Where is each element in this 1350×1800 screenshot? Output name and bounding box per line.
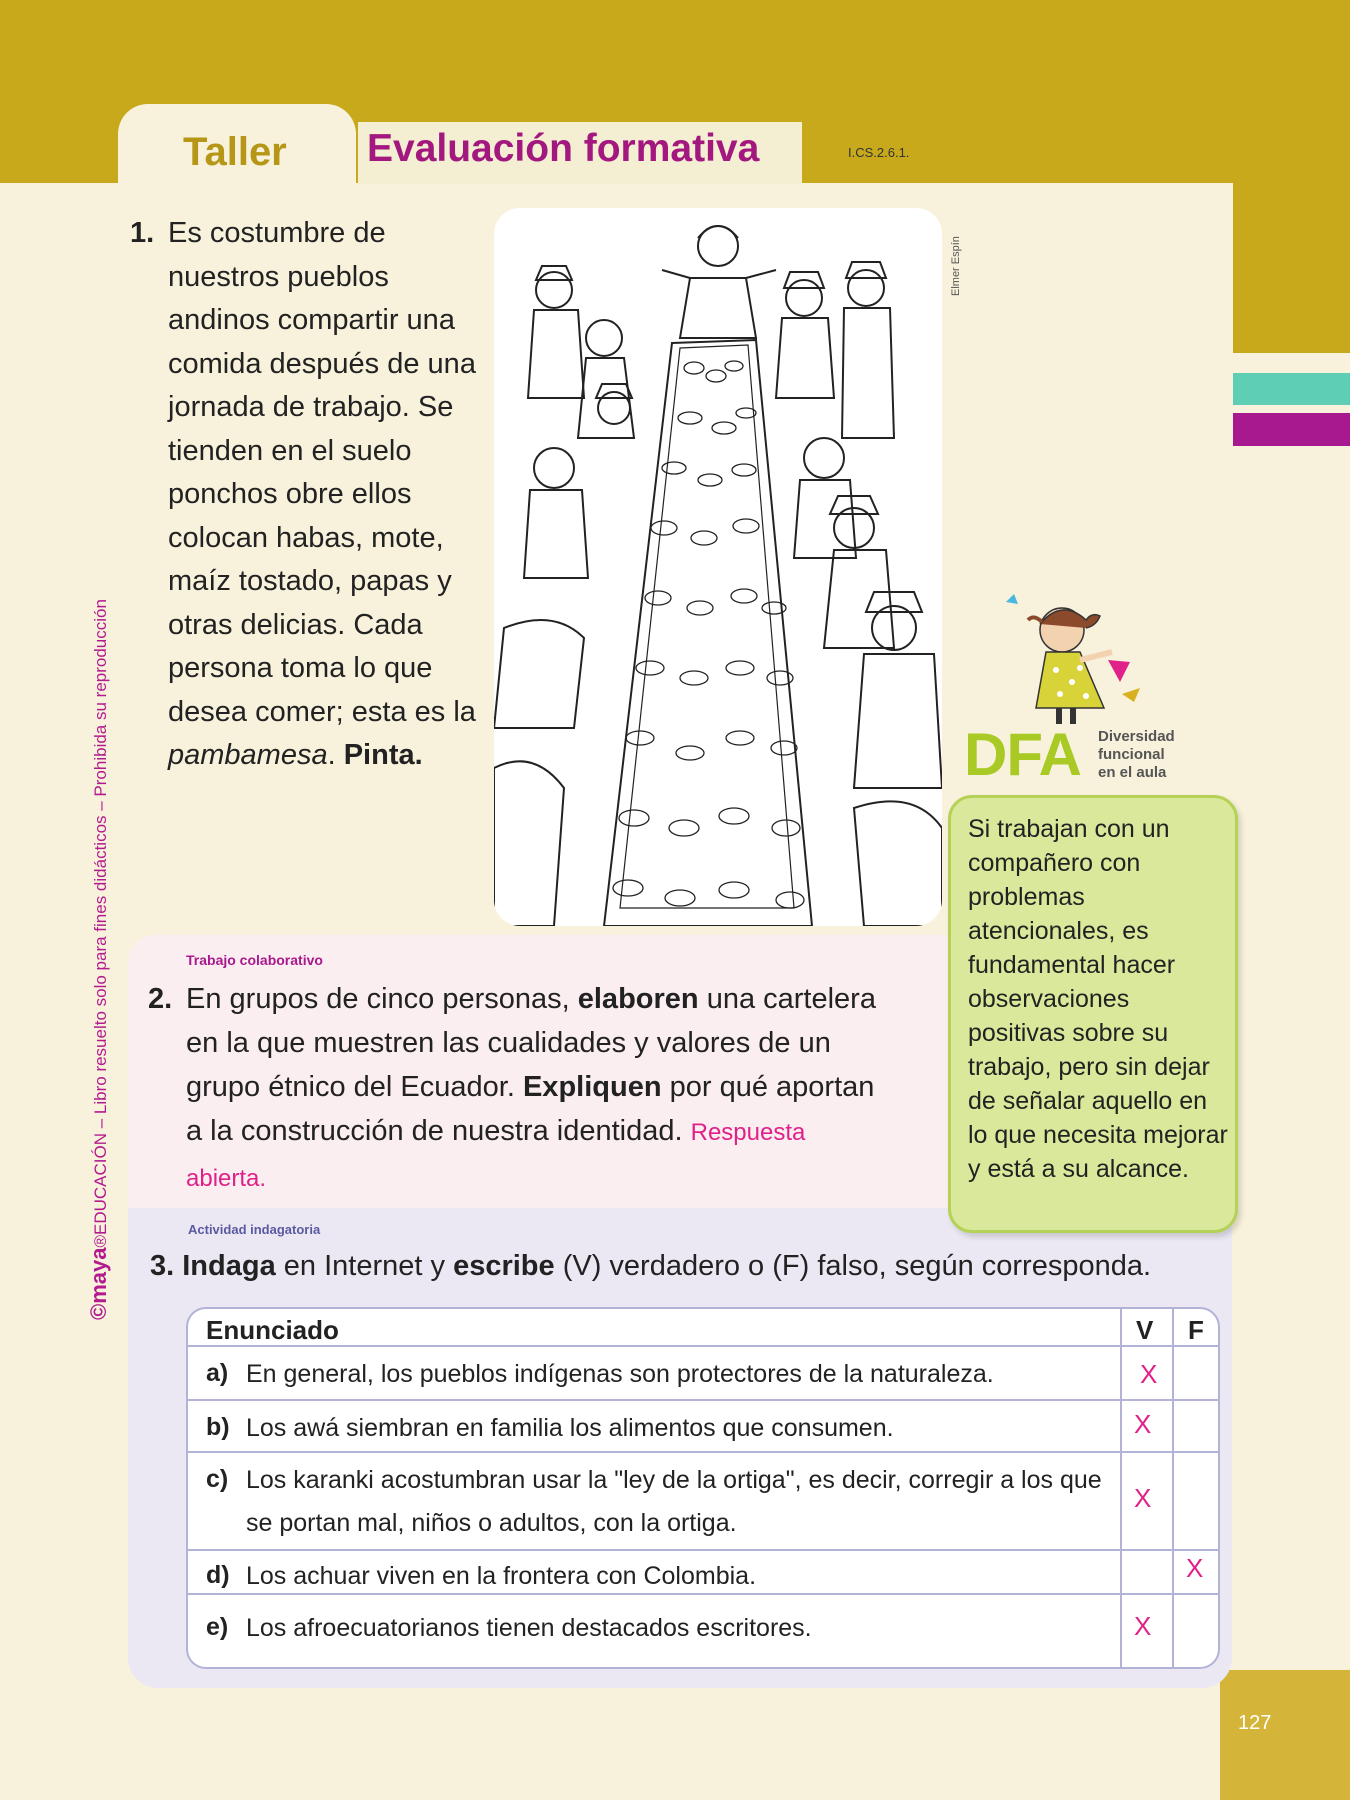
mark-v: X: [1134, 1611, 1152, 1641]
row-label: a): [206, 1359, 229, 1387]
question-1: [130, 212, 490, 778]
teal-tab: [1233, 373, 1350, 405]
person-body: [524, 490, 588, 578]
person-head: [598, 392, 630, 424]
right-gold-band: [1233, 183, 1350, 353]
hat: [866, 592, 922, 612]
dfa-sub-line: en el aula: [1098, 764, 1167, 781]
instruction-verb: escribe: [453, 1250, 555, 1282]
person-body: [854, 801, 942, 926]
header-statement: Enunciado: [206, 1315, 339, 1345]
table-row: [188, 1593, 1218, 1669]
indicator-code: I.CS.2.6.1.: [848, 145, 910, 160]
row-label: e): [206, 1613, 229, 1641]
person-head: [586, 320, 622, 356]
brand-name: ©maya: [86, 1247, 111, 1320]
person-body: [854, 654, 942, 788]
dfa-sub-line: funcional: [1098, 746, 1165, 763]
woman-body: [680, 278, 756, 338]
section-title: Evaluación formativa: [367, 127, 760, 170]
person-head: [848, 270, 884, 306]
row-statement: Los awá siembran en familia los alimentos que consumen.: [246, 1414, 894, 1442]
answer-text: Respuesta abierta.: [186, 1119, 806, 1192]
row-label: c): [206, 1465, 229, 1493]
person-head: [534, 448, 574, 488]
mark-f: X: [1186, 1553, 1204, 1583]
woman-arms: [662, 270, 776, 278]
dfa-tip-text: Si trabajan con un compañero con problemas atencionales, es fundamental hacer observaciones positivas sobre su trabajo, pero sin dejar de señalar aquello en lo que necesita mejorar y está a su alcance.: [968, 815, 1228, 1183]
dfa-logo: DFA: [964, 721, 1081, 788]
question-text: Es costumbre de nuestros pueblos andinos compartir una comida después de una jornada de trabajo. Se tienden en el suelo ponchos obre ellos colocan habas, mote, maíz tostado, papas y otras delicias. Cada persona toma lo que desea comer; esta es la: [168, 217, 476, 728]
header-v: V: [1136, 1315, 1154, 1345]
row-statement: Los achuar viven en la frontera con Colombia.: [246, 1562, 757, 1590]
pambamesa-illustration: [494, 208, 942, 926]
person-body: [842, 308, 894, 438]
taller-label: Taller: [183, 130, 287, 174]
table-row: [188, 1399, 1218, 1451]
question-3: [150, 1250, 1151, 1283]
true-false-table: [186, 1307, 1220, 1669]
question-text: una cartelera en la que muestren las cualidades y valores de un grupo étnico del Ecuador.: [186, 983, 876, 1103]
girl-drawing: [1000, 590, 1150, 735]
instruction-verb: Expliquen: [522, 1071, 662, 1103]
mark-v: X: [1134, 1409, 1152, 1439]
table-row: [188, 1345, 1218, 1399]
person-head: [804, 438, 844, 478]
poncho-inner-border: [620, 345, 794, 908]
row-statement: Los karanki acostumbran usar la "ley de la ortiga", es decir, corregir a los que se portan mal, niños o adultos, con la ortiga.: [246, 1466, 1102, 1537]
person-body: [494, 761, 564, 926]
question-text: (V) verdadero o (F) falso, según corresponda.: [562, 1250, 1152, 1282]
question-number: 1.: [130, 217, 155, 249]
instruction-verb: elaboren: [577, 983, 699, 1015]
page-number-box: [1220, 1670, 1350, 1800]
person-head: [536, 272, 572, 308]
question-text: en Internet y: [283, 1250, 445, 1282]
question-number: 2.: [148, 983, 173, 1015]
table-row: [188, 1549, 1218, 1593]
copyright-rest: ®EDUCACIÓN – Libro resuelto solo para fines didácticos – Prohibida su reproducción: [91, 599, 110, 1248]
woman-hair: [698, 226, 738, 238]
hat: [830, 496, 878, 514]
table-row: [188, 1451, 1218, 1549]
mark-v: X: [1134, 1483, 1152, 1513]
punctuation: .: [327, 739, 336, 771]
dfa-sub-line: Diversidad: [1098, 728, 1175, 745]
mark-v: X: [1140, 1359, 1158, 1389]
question-instruction: Pinta.: [343, 739, 423, 771]
header-f: F: [1188, 1315, 1204, 1345]
line-art-drawing: [494, 208, 942, 926]
row-label: d): [206, 1561, 230, 1589]
instruction-verb: Indaga: [182, 1250, 276, 1282]
row-statement: Los afroecuatorianos tienen destacados escritores.: [246, 1614, 812, 1642]
illustration-credit: Elmer Espín: [950, 236, 962, 296]
collaborative-label: Trabajo colaborativo: [186, 952, 323, 968]
food-items: [613, 361, 804, 908]
person-body: [494, 620, 584, 728]
question-text: En grupos de cinco personas,: [186, 983, 570, 1015]
page-number: 127: [1238, 1712, 1272, 1734]
row-statement: En general, los pueblos indígenas son protectores de la naturaleza.: [246, 1360, 994, 1388]
poncho-cloth: [604, 340, 812, 926]
question-number: 3.: [150, 1250, 175, 1282]
person-head: [786, 280, 822, 316]
inquiry-label: Actividad indagatoria: [188, 1222, 321, 1237]
magenta-tab: [1233, 413, 1350, 446]
dfa-subtitle: [1098, 728, 1175, 782]
question-italic: pambamesa: [168, 739, 328, 771]
person-body: [776, 318, 834, 398]
question-2: [148, 977, 888, 1201]
right-strip: [1233, 446, 1350, 1646]
question-text: por qué aportan a la construcción de nuestra identidad.: [186, 1071, 875, 1147]
girl-illustration: [1000, 590, 1150, 735]
row-label: b): [206, 1413, 230, 1441]
copyright-side-text: [86, 460, 112, 1320]
person-body: [528, 310, 584, 398]
person-body: [824, 550, 894, 648]
